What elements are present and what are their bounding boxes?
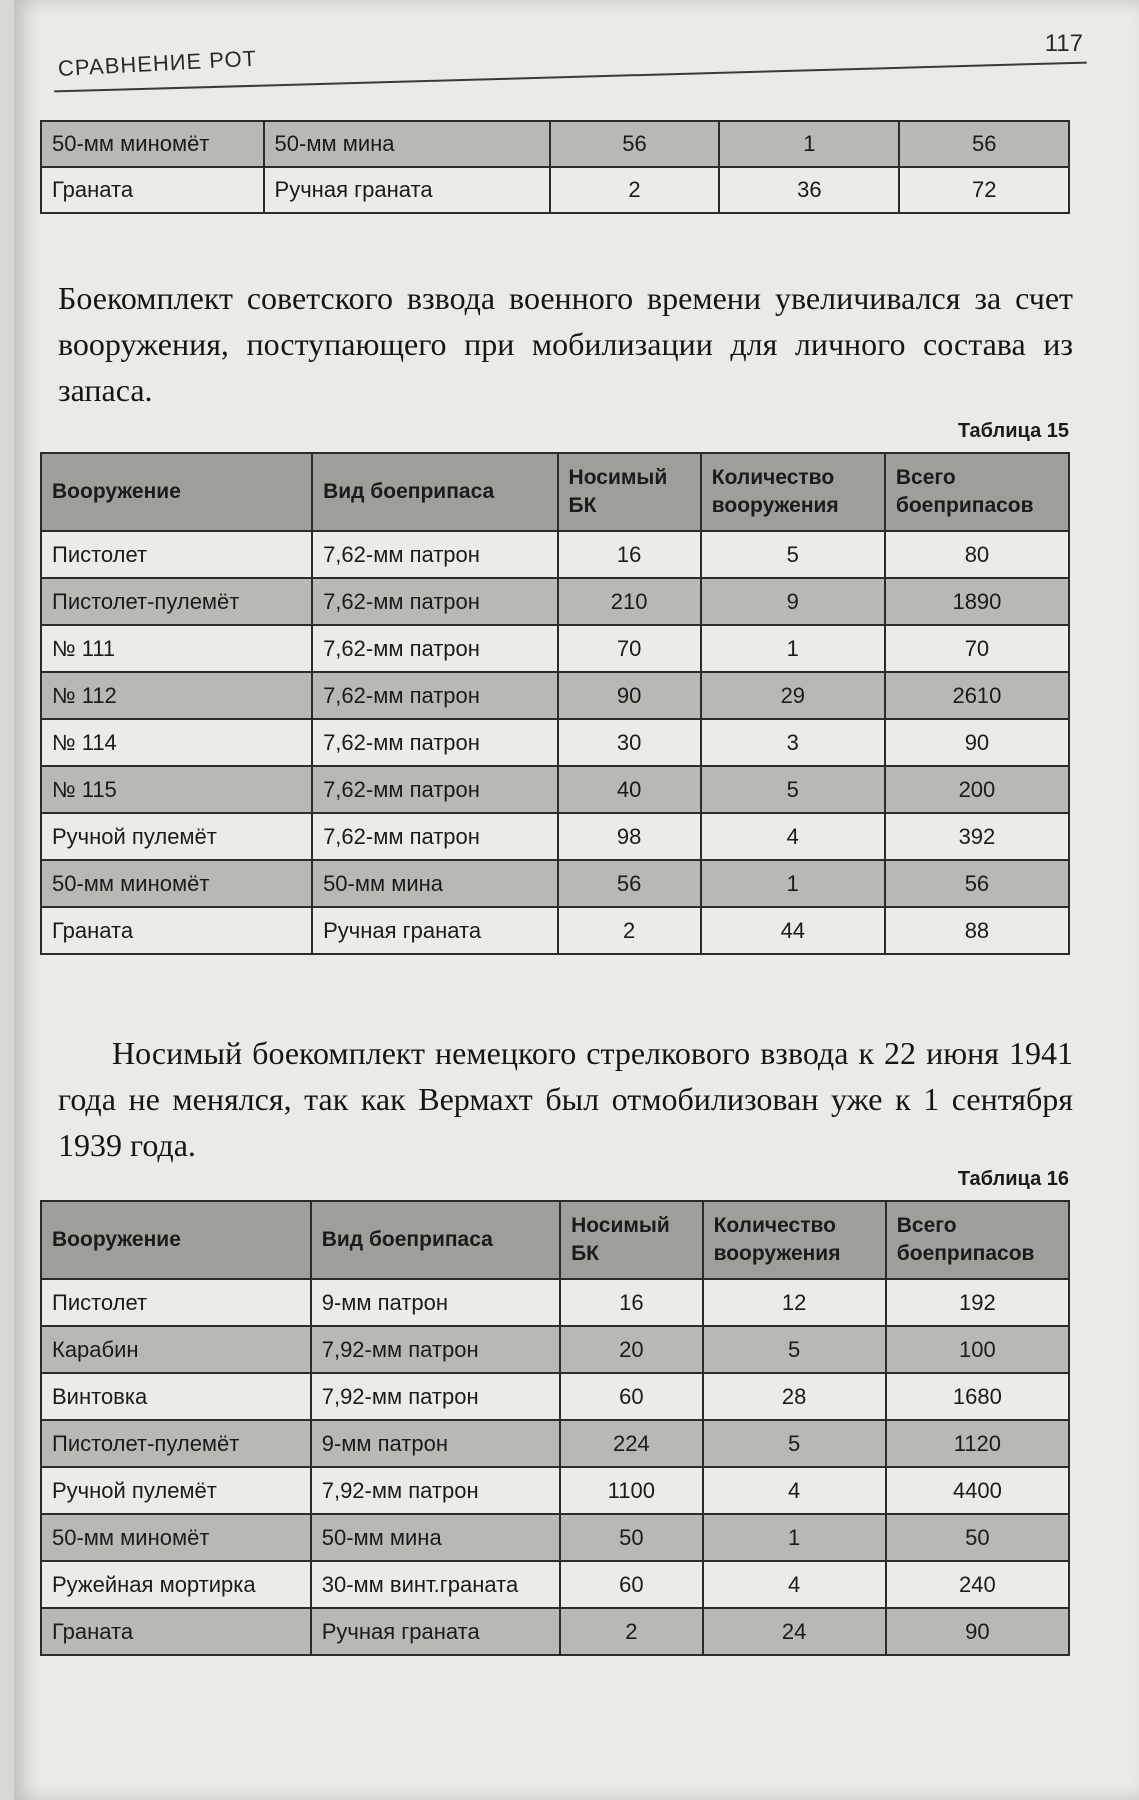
table-cell: 392 xyxy=(885,813,1069,860)
table-row xyxy=(41,719,1069,766)
table-cell: 7,62-мм патрон xyxy=(312,672,557,719)
table-15-header: Вид боеприпаса xyxy=(312,453,557,531)
table-cell: 50-мм мина xyxy=(264,121,550,167)
table-cell: 90 xyxy=(886,1608,1069,1655)
table-row xyxy=(41,1514,1069,1561)
table-row xyxy=(41,121,1069,167)
table-cell: 3 xyxy=(701,719,885,766)
table-row xyxy=(41,531,1069,578)
table-cell: № 112 xyxy=(41,672,312,719)
table-cell: 50-мм миномёт xyxy=(41,860,312,907)
table-cell: 1680 xyxy=(886,1373,1069,1420)
table-cell: Пистолет xyxy=(41,1279,311,1326)
table-row xyxy=(41,1608,1069,1655)
table-cell: № 115 xyxy=(41,766,312,813)
table-cell: 60 xyxy=(560,1373,702,1420)
table-cell: 7,62-мм патрон xyxy=(312,719,557,766)
table-cell: Карабин xyxy=(41,1326,311,1373)
table-cell: 7,92-мм патрон xyxy=(311,1467,560,1514)
table-cell: Ручная граната xyxy=(312,907,557,954)
table-cell: 192 xyxy=(886,1279,1069,1326)
table-cell: 1120 xyxy=(886,1420,1069,1467)
table-cell: 88 xyxy=(885,907,1069,954)
table-cell: 50-мм мина xyxy=(312,860,557,907)
table-cell: 30 xyxy=(558,719,701,766)
table-cell: 90 xyxy=(885,719,1069,766)
table-cell: 16 xyxy=(560,1279,702,1326)
table-row xyxy=(41,167,1069,213)
table-15-header-row xyxy=(41,453,1069,531)
table-cell: 44 xyxy=(701,907,885,954)
table-cell: Ручной пулемёт xyxy=(41,1467,311,1514)
table-cell: 56 xyxy=(885,860,1069,907)
table-cell: Граната xyxy=(41,167,264,213)
table-row xyxy=(41,672,1069,719)
table-cell: 40 xyxy=(558,766,701,813)
table-cell: 4 xyxy=(703,1561,886,1608)
table-15-header: Носимый БК xyxy=(558,453,701,531)
table-16-header: Количество вооружения xyxy=(703,1201,886,1279)
table-cell: 2 xyxy=(560,1608,702,1655)
table-cell: 50-мм мина xyxy=(311,1514,560,1561)
table-cell: 1 xyxy=(701,860,885,907)
table-cell: 7,62-мм патрон xyxy=(312,625,557,672)
paragraph-2: Носимый боекомплект немецкого стрелкового взвода к 22 июня 1941 года не менялся, так как Вермахт был отмобилизован уже к 1 сентября 1939 года. xyxy=(58,1035,1073,1163)
table-cell: 70 xyxy=(558,625,701,672)
table-cell: 36 xyxy=(719,167,899,213)
book-page xyxy=(14,0,1139,1800)
table-cell: 7,92-мм патрон xyxy=(311,1373,560,1420)
table-cell: 100 xyxy=(886,1326,1069,1373)
table-row xyxy=(41,907,1069,954)
running-head: СРАВНЕНИЕ РОТ xyxy=(57,45,258,81)
table-cell: 5 xyxy=(701,531,885,578)
table-cell: 1890 xyxy=(885,578,1069,625)
table-cell: 7,62-мм патрон xyxy=(312,578,557,625)
table-15-header: Количество вооружения xyxy=(701,453,885,531)
table-cell: 5 xyxy=(703,1420,886,1467)
table-cell: 50 xyxy=(886,1514,1069,1561)
table-cell: 24 xyxy=(703,1608,886,1655)
page-number: 117 xyxy=(1044,30,1083,57)
table-cell: 30-мм винт.граната xyxy=(311,1561,560,1608)
table-cell: 5 xyxy=(703,1326,886,1373)
table-16-header-row xyxy=(41,1201,1069,1279)
top-table xyxy=(40,120,1070,214)
table-cell: 90 xyxy=(558,672,701,719)
table-16-header: Вооружение xyxy=(41,1201,311,1279)
table-row xyxy=(41,860,1069,907)
table-cell: 210 xyxy=(558,578,701,625)
table-16-body xyxy=(41,1279,1069,1655)
table-row xyxy=(41,1467,1069,1514)
table-cell: 7,62-мм патрон xyxy=(312,766,557,813)
table-cell: 1100 xyxy=(560,1467,702,1514)
table-cell: 70 xyxy=(885,625,1069,672)
table-cell: Ручная граната xyxy=(264,167,550,213)
table-cell: 4 xyxy=(701,813,885,860)
table-cell: 29 xyxy=(701,672,885,719)
table-cell: 9-мм патрон xyxy=(311,1420,560,1467)
table-cell: Граната xyxy=(41,907,312,954)
paragraph-1: Боекомплект советского взвода военного времени увеличивался за счет вооружения, поступающего при мобилизации для личного состава из запаса. xyxy=(58,280,1073,408)
table-cell: 72 xyxy=(899,167,1069,213)
table-16-header: Носимый БК xyxy=(560,1201,702,1279)
table-cell: 56 xyxy=(899,121,1069,167)
table-cell: Пистолет-пулемёт xyxy=(41,1420,311,1467)
table-row xyxy=(41,625,1069,672)
table-cell: 7,92-мм патрон xyxy=(311,1326,560,1373)
table-cell: 50-мм миномёт xyxy=(41,121,264,167)
table-row xyxy=(41,1420,1069,1467)
table-15-header: Вооружение xyxy=(41,453,312,531)
table-cell: 12 xyxy=(703,1279,886,1326)
table-15-body xyxy=(41,531,1069,954)
table-cell: 2 xyxy=(550,167,720,213)
table-cell: Ружейная мортирка xyxy=(41,1561,311,1608)
table-cell: 5 xyxy=(701,766,885,813)
table-cell: 200 xyxy=(885,766,1069,813)
table-16-header: Всего боеприпасов xyxy=(886,1201,1069,1279)
table-row xyxy=(41,1279,1069,1326)
table-cell: 240 xyxy=(886,1561,1069,1608)
table-15-caption: Таблица 15 xyxy=(957,420,1069,442)
table-cell: 7,62-мм патрон xyxy=(312,813,557,860)
table-cell: Винтовка xyxy=(41,1373,311,1420)
table-cell: 7,62-мм патрон xyxy=(312,531,557,578)
table-cell: № 114 xyxy=(41,719,312,766)
table-cell: 50-мм миномёт xyxy=(41,1514,311,1561)
table-cell: № 111 xyxy=(41,625,312,672)
table-cell: Пистолет-пулемёт xyxy=(41,578,312,625)
table-cell: 98 xyxy=(558,813,701,860)
table-cell: 50 xyxy=(560,1514,702,1561)
table-cell: 56 xyxy=(550,121,720,167)
table-16-caption: Таблица 16 xyxy=(957,1168,1069,1190)
table-16 xyxy=(40,1200,1070,1656)
table-cell: 2610 xyxy=(885,672,1069,719)
table-cell: Ручная граната xyxy=(311,1608,560,1655)
table-cell: 28 xyxy=(703,1373,886,1420)
table-row xyxy=(41,1326,1069,1373)
table-cell: Ручной пулемёт xyxy=(41,813,312,860)
table-cell: 224 xyxy=(560,1420,702,1467)
table-15 xyxy=(40,452,1070,955)
table-cell: Пистолет xyxy=(41,531,312,578)
table-cell: 9-мм патрон xyxy=(311,1279,560,1326)
table-cell: 20 xyxy=(560,1326,702,1373)
table-cell: 1 xyxy=(703,1514,886,1561)
table-row xyxy=(41,578,1069,625)
table-cell: 4400 xyxy=(886,1467,1069,1514)
table-cell: 1 xyxy=(701,625,885,672)
table-cell: 9 xyxy=(701,578,885,625)
top-table-body xyxy=(41,121,1069,213)
table-cell: 1 xyxy=(719,121,899,167)
table-row xyxy=(41,813,1069,860)
table-cell: 4 xyxy=(703,1467,886,1514)
table-cell: 2 xyxy=(558,907,701,954)
table-cell: 56 xyxy=(558,860,701,907)
table-row xyxy=(41,1373,1069,1420)
table-cell: 80 xyxy=(885,531,1069,578)
table-row xyxy=(41,1561,1069,1608)
table-16-header: Вид боеприпаса xyxy=(311,1201,560,1279)
table-cell: 60 xyxy=(560,1561,702,1608)
table-cell: Граната xyxy=(41,1608,311,1655)
table-cell: 16 xyxy=(558,531,701,578)
table-15-header: Всего боеприпасов xyxy=(885,453,1069,531)
table-row xyxy=(41,766,1069,813)
